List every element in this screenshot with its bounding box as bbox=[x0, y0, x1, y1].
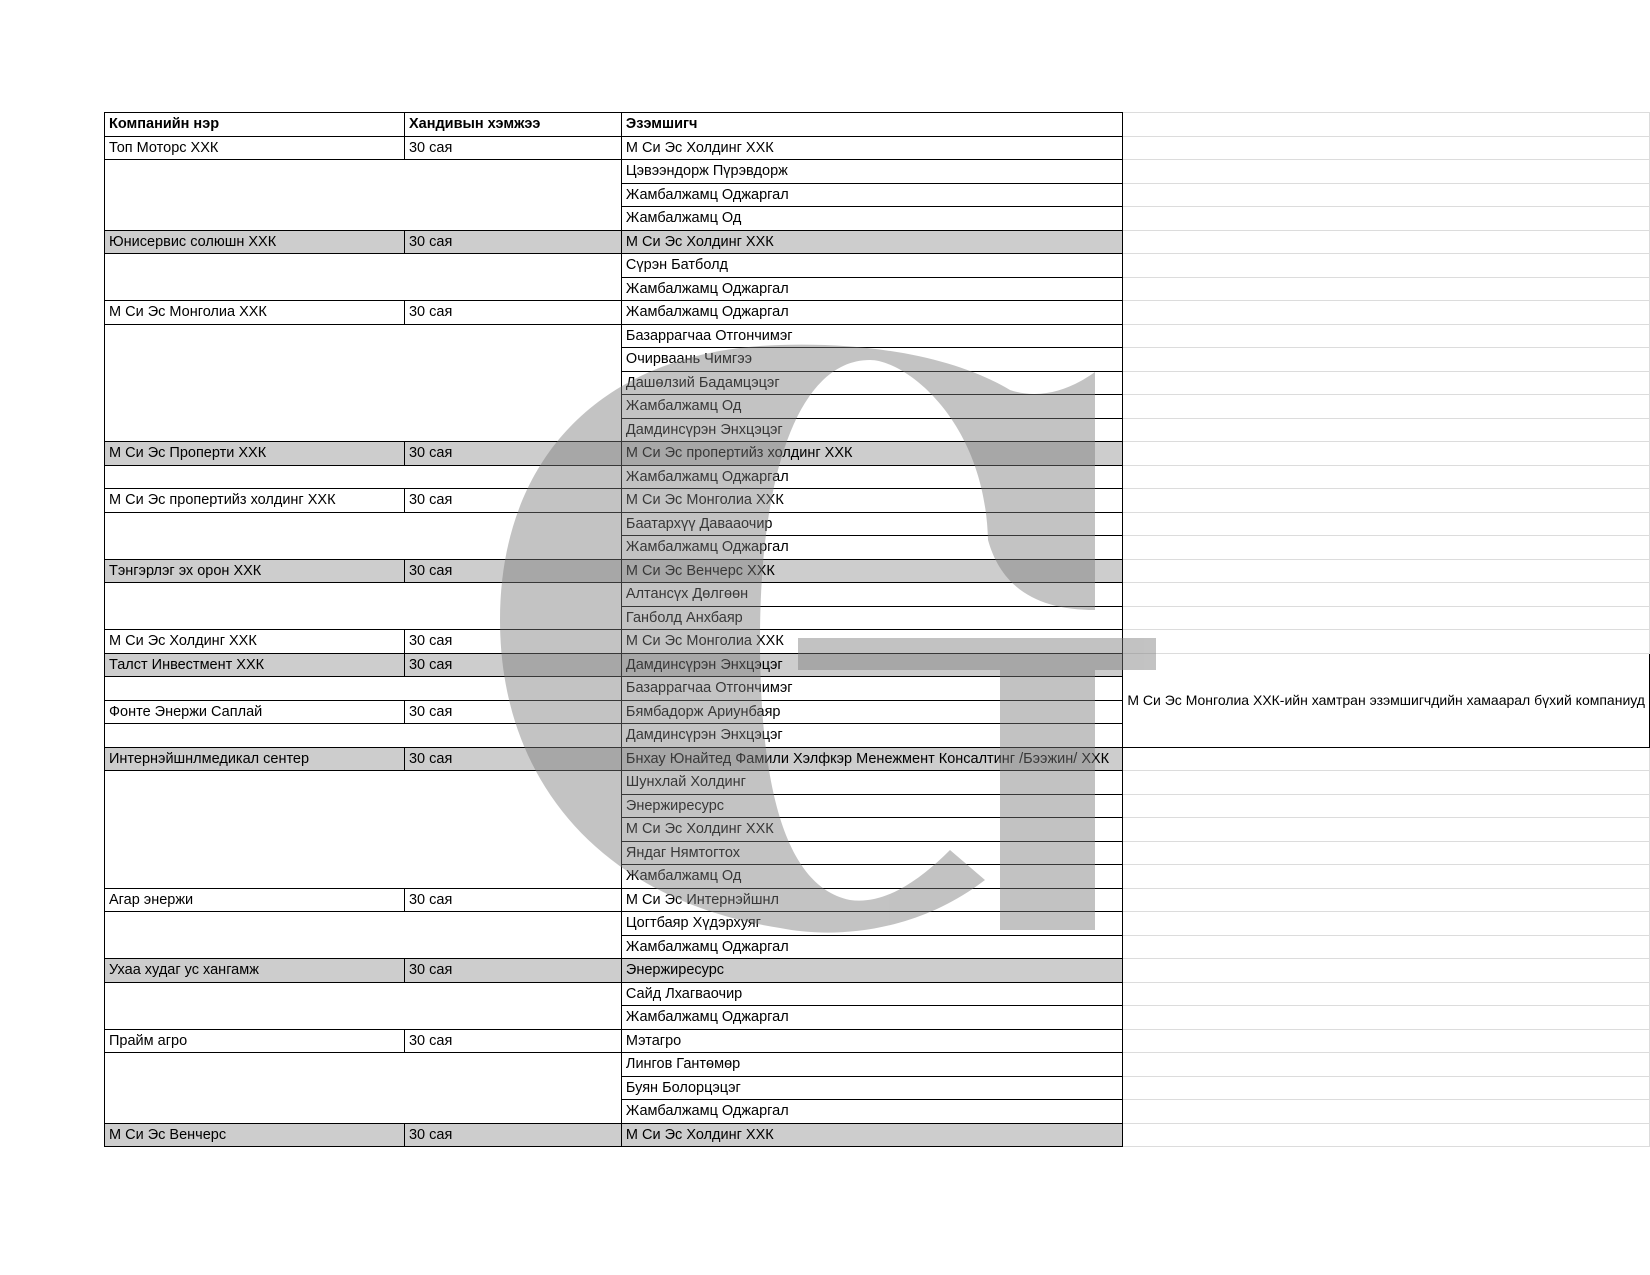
owner-cell: Энержиресурс bbox=[621, 794, 1122, 818]
empty-cell bbox=[1123, 536, 1650, 560]
note-cell: М Си Эс Монголиа ХХК-ийн хамтран эзэмшигчдийн хамаарал бүхий компаниуд bbox=[1123, 653, 1650, 747]
empty-cell bbox=[1123, 160, 1650, 184]
owner-cell: Жамбалжамц Оджаргал bbox=[621, 536, 1122, 560]
company-cell: Топ Моторс ХХК bbox=[105, 136, 405, 160]
owner-cell: Жамбалжамц Оджаргал bbox=[621, 935, 1122, 959]
empty-cell bbox=[1123, 301, 1650, 325]
owner-cell: Яндаг Нямтогтох bbox=[621, 841, 1122, 865]
empty-cell bbox=[1123, 959, 1650, 983]
company-cell: Тэнгэрлэг эх орон ХХК bbox=[105, 559, 405, 583]
table-row bbox=[105, 1123, 1650, 1147]
owner-cell: Шунхлай Холдинг bbox=[621, 771, 1122, 795]
merged-empty-cell bbox=[105, 912, 622, 959]
owner-cell: Жамбалжамц Од bbox=[621, 865, 1122, 889]
table-row bbox=[105, 653, 1650, 677]
table-row bbox=[105, 982, 1650, 1006]
empty-cell bbox=[1123, 207, 1650, 231]
amount-cell: 30 сая bbox=[404, 959, 621, 983]
owner-cell: Алтансүх Дөлгөөн bbox=[621, 583, 1122, 607]
owner-cell: Базаррагчаа Отгончимэг bbox=[621, 324, 1122, 348]
merged-empty-cell bbox=[105, 583, 622, 630]
empty-cell bbox=[1123, 418, 1650, 442]
table-row bbox=[105, 324, 1650, 348]
owner-cell: М Си Эс Венчерс ХХК bbox=[621, 559, 1122, 583]
company-cell: Ухаа худаг ус хангамж bbox=[105, 959, 405, 983]
amount-cell: 30 сая bbox=[404, 700, 621, 724]
owner-cell: Буян Болорцэцэг bbox=[621, 1076, 1122, 1100]
owner-cell: М Си Эс Монголиа ХХК bbox=[621, 489, 1122, 513]
amount-cell: 30 сая bbox=[404, 888, 621, 912]
header-row bbox=[105, 113, 1650, 137]
table-row bbox=[105, 747, 1650, 771]
empty-cell bbox=[1123, 912, 1650, 936]
empty-cell bbox=[1123, 371, 1650, 395]
empty-cell bbox=[1123, 489, 1650, 513]
owner-cell: Ганболд Анхбаяр bbox=[621, 606, 1122, 630]
owner-cell: Базаррагчаа Отгончимэг bbox=[621, 677, 1122, 701]
empty-cell bbox=[1123, 630, 1650, 654]
company-cell: М Си Эс Монголиа ХХК bbox=[105, 301, 405, 325]
empty-cell bbox=[1123, 442, 1650, 466]
amount-cell: 30 сая bbox=[404, 747, 621, 771]
header-amount: Хандивын хэмжээ bbox=[404, 113, 621, 137]
table-row bbox=[105, 583, 1650, 607]
merged-empty-cell bbox=[105, 324, 622, 442]
owner-cell: Дамдинсүрэн Энхцэцэг bbox=[621, 418, 1122, 442]
ownership-table bbox=[104, 112, 1650, 1147]
empty-cell bbox=[1123, 935, 1650, 959]
merged-empty-cell bbox=[105, 512, 622, 559]
amount-cell: 30 сая bbox=[404, 1029, 621, 1053]
company-cell: Фонте Энержи Саплай bbox=[105, 700, 405, 724]
owner-cell: Жамбалжамц Оджаргал bbox=[621, 183, 1122, 207]
empty-cell bbox=[1123, 324, 1650, 348]
owner-cell: М Си Эс пропертийз холдинг ХХК bbox=[621, 442, 1122, 466]
table-row bbox=[105, 771, 1650, 795]
owner-cell: М Си Эс Интернэйшнл bbox=[621, 888, 1122, 912]
header-company: Компанийн нэр bbox=[105, 113, 405, 137]
empty-cell bbox=[1123, 794, 1650, 818]
table-row bbox=[105, 442, 1650, 466]
empty-cell bbox=[1123, 183, 1650, 207]
owner-cell: М Си Эс Холдинг ХХК bbox=[621, 136, 1122, 160]
merged-empty-cell bbox=[105, 677, 622, 701]
owner-cell: Цэвээндорж Пүрэвдорж bbox=[621, 160, 1122, 184]
merged-empty-cell bbox=[105, 160, 622, 231]
company-cell: Агар энержи bbox=[105, 888, 405, 912]
empty-cell bbox=[1123, 1076, 1650, 1100]
owner-cell: Бямбадорж Ариунбаяр bbox=[621, 700, 1122, 724]
table-row bbox=[105, 559, 1650, 583]
owner-cell: М Си Эс Холдинг ХХК bbox=[621, 1123, 1122, 1147]
table-body bbox=[105, 113, 1650, 1147]
empty-cell bbox=[1123, 113, 1650, 137]
owner-cell: Жамбалжамц Оджаргал bbox=[621, 465, 1122, 489]
owner-cell: М Си Эс Холдинг ХХК bbox=[621, 818, 1122, 842]
table-row bbox=[105, 888, 1650, 912]
empty-cell bbox=[1123, 1029, 1650, 1053]
owner-cell: Энержиресурс bbox=[621, 959, 1122, 983]
empty-cell bbox=[1123, 254, 1650, 278]
empty-cell bbox=[1123, 1123, 1650, 1147]
company-cell: Талст Инвестмент ХХК bbox=[105, 653, 405, 677]
amount-cell: 30 сая bbox=[404, 489, 621, 513]
amount-cell: 30 сая bbox=[404, 442, 621, 466]
empty-cell bbox=[1123, 465, 1650, 489]
amount-cell: 30 сая bbox=[404, 230, 621, 254]
empty-cell bbox=[1123, 1053, 1650, 1077]
table-row bbox=[105, 136, 1650, 160]
owner-cell: Сайд Лхагваочир bbox=[621, 982, 1122, 1006]
empty-cell bbox=[1123, 865, 1650, 889]
owner-cell: Жамбалжамц Од bbox=[621, 395, 1122, 419]
owner-cell: Бнхау Юнайтед Фамили Хэлфкэр Менежмент Консалтинг /Бээжин/ ХХК bbox=[621, 747, 1122, 771]
owner-cell: Лингов Гантөмөр bbox=[621, 1053, 1122, 1077]
empty-cell bbox=[1123, 136, 1650, 160]
company-cell: М Си Эс пропертийз холдинг ХХК bbox=[105, 489, 405, 513]
company-cell: М Си Эс Венчерс bbox=[105, 1123, 405, 1147]
amount-cell: 30 сая bbox=[404, 136, 621, 160]
owner-cell: Жамбалжамц Од bbox=[621, 207, 1122, 231]
amount-cell: 30 сая bbox=[404, 653, 621, 677]
owner-cell: Баатархүү Давааочир bbox=[621, 512, 1122, 536]
company-cell: М Си Эс Холдинг ХХК bbox=[105, 630, 405, 654]
table-row bbox=[105, 959, 1650, 983]
company-cell: Юнисервис солюшн ХХК bbox=[105, 230, 405, 254]
merged-empty-cell bbox=[105, 1053, 622, 1124]
amount-cell: 30 сая bbox=[404, 630, 621, 654]
merged-empty-cell bbox=[105, 724, 622, 748]
amount-cell: 30 сая bbox=[404, 559, 621, 583]
empty-cell bbox=[1123, 818, 1650, 842]
table-row bbox=[105, 160, 1650, 184]
empty-cell bbox=[1123, 606, 1650, 630]
empty-cell bbox=[1123, 841, 1650, 865]
owner-cell: Цогтбаяр Хүдэрхуяг bbox=[621, 912, 1122, 936]
empty-cell bbox=[1123, 1006, 1650, 1030]
table-row bbox=[105, 230, 1650, 254]
empty-cell bbox=[1123, 747, 1650, 771]
empty-cell bbox=[1123, 1100, 1650, 1124]
owner-cell: Мэтагро bbox=[621, 1029, 1122, 1053]
owner-cell: Дамдинсүрэн Энхцэцэг bbox=[621, 653, 1122, 677]
table-row bbox=[105, 912, 1650, 936]
empty-cell bbox=[1123, 512, 1650, 536]
empty-cell bbox=[1123, 277, 1650, 301]
table-row bbox=[105, 465, 1650, 489]
empty-cell bbox=[1123, 559, 1650, 583]
company-cell: Прайм агро bbox=[105, 1029, 405, 1053]
company-cell: М Си Эс Проперти ХХК bbox=[105, 442, 405, 466]
owner-cell: Дамдинсүрэн Энхцэцэг bbox=[621, 724, 1122, 748]
merged-empty-cell bbox=[105, 465, 622, 489]
table-row bbox=[105, 1053, 1650, 1077]
owner-cell: Очирваань Чимгээ bbox=[621, 348, 1122, 372]
owner-cell: Жамбалжамц Оджаргал bbox=[621, 301, 1122, 325]
table-row bbox=[105, 512, 1650, 536]
amount-cell: 30 сая bbox=[404, 1123, 621, 1147]
table-row bbox=[105, 301, 1650, 325]
empty-cell bbox=[1123, 395, 1650, 419]
table-row bbox=[105, 1029, 1650, 1053]
owner-cell: Жамбалжамц Оджаргал bbox=[621, 277, 1122, 301]
merged-empty-cell bbox=[105, 771, 622, 889]
empty-cell bbox=[1123, 230, 1650, 254]
empty-cell bbox=[1123, 982, 1650, 1006]
merged-empty-cell bbox=[105, 254, 622, 301]
empty-cell bbox=[1123, 583, 1650, 607]
empty-cell bbox=[1123, 348, 1650, 372]
table-row bbox=[105, 254, 1650, 278]
owner-cell: Жамбалжамц Оджаргал bbox=[621, 1006, 1122, 1030]
table-row bbox=[105, 489, 1650, 513]
header-owner: Эзэмшигч bbox=[621, 113, 1122, 137]
empty-cell bbox=[1123, 888, 1650, 912]
company-cell: Интернэйшнлмедикал сентер bbox=[105, 747, 405, 771]
owner-cell: М Си Эс Холдинг ХХК bbox=[621, 230, 1122, 254]
merged-empty-cell bbox=[105, 982, 622, 1029]
empty-cell bbox=[1123, 771, 1650, 795]
owner-cell: Жамбалжамц Оджаргал bbox=[621, 1100, 1122, 1124]
owner-cell: Сүрэн Батболд bbox=[621, 254, 1122, 278]
table-row bbox=[105, 630, 1650, 654]
owner-cell: М Си Эс Монголиа ХХК bbox=[621, 630, 1122, 654]
amount-cell: 30 сая bbox=[404, 301, 621, 325]
owner-cell: Дашөлзий Бадамцэцэг bbox=[621, 371, 1122, 395]
